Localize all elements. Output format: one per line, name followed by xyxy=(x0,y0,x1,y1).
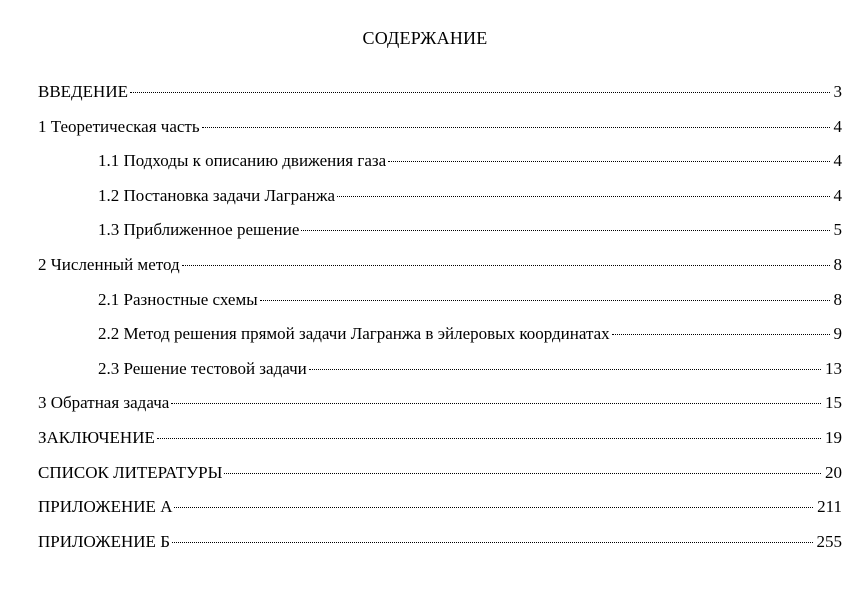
toc-entry-label: ЗАКЛЮЧЕНИЕ xyxy=(38,427,155,447)
toc-entry-label: ПРИЛОЖЕНИЕ А xyxy=(38,497,173,517)
toc-entry-label: 2.2 Метод решения прямой задачи Лагранжа в эйлеровых координатах xyxy=(98,324,610,344)
toc-entry-page: 8 xyxy=(833,289,842,309)
toc-entry-page: 20 xyxy=(825,462,842,482)
toc-entry-page: 4 xyxy=(833,151,842,171)
toc-entry-appendix-b[interactable] xyxy=(38,530,842,565)
table-of-contents xyxy=(38,80,842,564)
toc-entry-appendix-a[interactable] xyxy=(38,495,842,530)
dot-leader xyxy=(612,334,830,335)
toc-entry-label: 1.3 Приближенное решение xyxy=(98,220,300,240)
dot-leader xyxy=(260,300,830,301)
toc-entry-label: 1.1 Подходы к описанию движения газа xyxy=(98,151,387,171)
toc-entry-page: 8 xyxy=(833,254,842,274)
dot-leader xyxy=(337,196,829,197)
toc-entry-chapter-1[interactable] xyxy=(38,115,842,150)
dot-leader xyxy=(172,542,813,543)
toc-entry-introduction[interactable] xyxy=(38,80,842,115)
dot-leader xyxy=(182,265,830,266)
toc-entry-page: 3 xyxy=(833,82,842,101)
toc-entry-label: СПИСОК ЛИТЕРАТУРЫ xyxy=(38,462,223,482)
dot-leader xyxy=(157,438,821,439)
dot-leader xyxy=(202,127,830,128)
dot-leader xyxy=(174,507,813,508)
toc-entry-label: ПРИЛОЖЕНИЕ Б xyxy=(38,531,170,551)
toc-entry-page: 4 xyxy=(833,116,842,136)
toc-entry-page: 15 xyxy=(825,393,842,413)
toc-entry-page: 13 xyxy=(825,358,842,378)
toc-entry-label: 1 Теоретическая часть xyxy=(38,116,200,136)
dot-leader xyxy=(130,92,830,93)
toc-entry-page: 9 xyxy=(833,324,842,344)
toc-entry-page: 211 xyxy=(817,497,842,517)
toc-entry-section-2-2[interactable] xyxy=(38,322,842,357)
toc-entry-section-2-3[interactable] xyxy=(38,357,842,392)
dot-leader xyxy=(224,473,821,474)
toc-entry-references[interactable] xyxy=(38,461,842,496)
toc-entry-label: 2.1 Разностные схемы xyxy=(98,289,258,309)
toc-entry-chapter-2[interactable] xyxy=(38,253,842,288)
toc-entry-chapter-3[interactable] xyxy=(38,391,842,426)
toc-entry-label: 2.3 Решение тестовой задачи xyxy=(98,358,307,378)
toc-entry-page: 19 xyxy=(825,427,842,447)
toc-entry-page: 5 xyxy=(833,220,842,240)
toc-title: СОДЕРЖАНИЕ xyxy=(362,28,488,48)
dot-leader xyxy=(171,403,821,404)
toc-entry-section-1-3[interactable] xyxy=(38,218,842,253)
dot-leader xyxy=(301,230,829,231)
dot-leader xyxy=(388,161,829,162)
toc-entry-section-2-1[interactable] xyxy=(38,288,842,323)
dot-leader xyxy=(309,369,821,370)
toc-entry-page: 255 xyxy=(816,531,842,551)
toc-entry-page: 4 xyxy=(833,185,842,205)
toc-entry-label: 2 Численный метод xyxy=(38,254,180,274)
toc-entry-conclusion[interactable] xyxy=(38,426,842,461)
toc-entry-label: 3 Обратная задача xyxy=(38,393,170,413)
toc-entry-label: 1.2 Постановка задачи Лагранжа xyxy=(98,185,336,205)
toc-entry-label: ВВЕДЕНИЕ xyxy=(38,82,128,101)
toc-entry-section-1-2[interactable] xyxy=(38,184,842,219)
toc-entry-section-1-1[interactable] xyxy=(38,149,842,184)
